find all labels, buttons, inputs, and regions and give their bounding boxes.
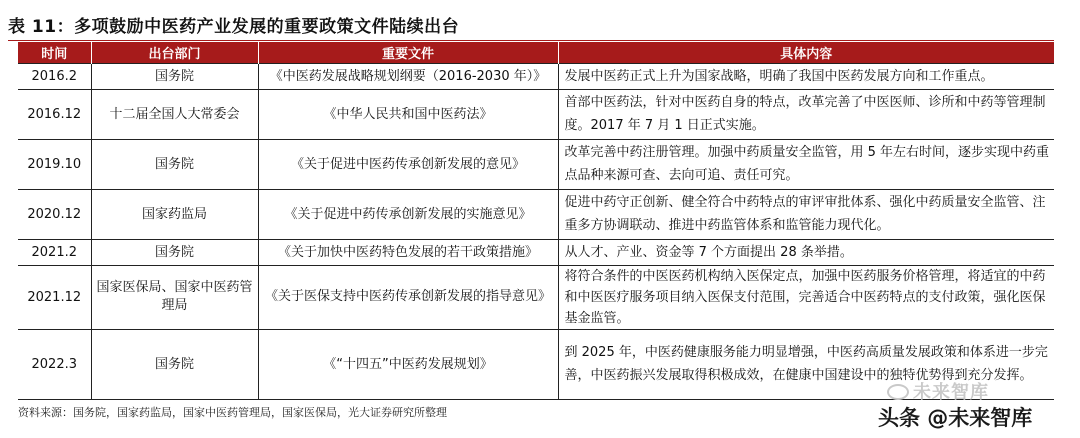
cell-time: 2016.12 [18, 89, 91, 139]
table-title: 表 11：多项鼓励中医药产业发展的重要政策文件陆续出台 [8, 17, 460, 37]
cell-dept: 国务院 [91, 63, 258, 89]
header-time: 时间 [18, 42, 91, 63]
cell-content: 促进中药守正创新、健全符合中药特点的审评审批体系、强化中药质量安全监管、注重多方协调联动、推进中药监管体系和监管能力现代化。 [558, 189, 1054, 239]
table-row [18, 63, 1054, 89]
header-dept: 出台部门 [91, 42, 258, 63]
cell-time: 2019.10 [18, 139, 91, 189]
cell-dept: 国务院 [91, 239, 258, 265]
table-header-row [18, 42, 1054, 63]
cell-content: 改革完善中药注册管理。加强中药质量安全监管，用 5 年左右时间，逐步实现中药重点品种来源可查、去向可追、责任可究。 [558, 139, 1054, 189]
cell-time: 2016.2 [18, 63, 91, 89]
cell-dept: 国家药监局 [91, 189, 258, 239]
header-content: 具体内容 [558, 42, 1054, 63]
cell-dept: 国务院 [91, 329, 258, 399]
toutiao-watermark: 头条 @未来智库 [878, 406, 1033, 430]
wechat-icon [887, 384, 909, 400]
table-row [18, 265, 1054, 329]
table-row [18, 89, 1054, 139]
cell-doc: 《关于促进中药传承创新发展的实施意见》 [258, 189, 558, 239]
cell-dept: 十二届全国人大常委会 [91, 89, 258, 139]
cell-doc: 《关于医保支持中医药传承创新发展的指导意见》 [258, 265, 558, 329]
cell-content: 首部中医药法，针对中医药自身的特点，改革完善了中医医师、诊所和中药等管理制度。2017 年 7 月 1 日正式实施。 [558, 89, 1054, 139]
cell-time: 2021.2 [18, 239, 91, 265]
cell-dept: 国务院 [91, 139, 258, 189]
cell-doc: 《中华人民共和国中医药法》 [258, 89, 558, 139]
header-doc: 重要文件 [258, 42, 558, 63]
title-rule [8, 40, 1054, 41]
cell-doc: 《关于促进中医药传承创新发展的意见》 [258, 139, 558, 189]
cell-doc: 《“十四五”中医药发展规划》 [258, 329, 558, 399]
cell-time: 2022.3 [18, 329, 91, 399]
table-row [18, 139, 1054, 189]
cell-dept: 国家医保局、国家中医药管理局 [91, 265, 258, 329]
cell-doc: 《中医药发展战略规划纲要（2016-2030 年）》 [258, 63, 558, 89]
cell-content: 发展中医药正式上升为国家战略，明确了我国中医药发展方向和工作重点。 [558, 63, 1054, 89]
source-note: 资料来源：国务院，国家药监局，国家中医药管理局，国家医保局，光大证券研究所整理 [18, 406, 447, 419]
table-row [18, 239, 1054, 265]
wechat-watermark-text: 未来智库 [913, 382, 989, 403]
table-row [18, 189, 1054, 239]
cell-time: 2021.12 [18, 265, 91, 329]
cell-content: 从人才、产业、资金等 7 个方面提出 28 条举措。 [558, 239, 1054, 265]
policy-table [18, 42, 1054, 400]
cell-content: 将符合条件的中医医药机构纳入医保定点，加强中医药服务价格管理，将适宜的中药和中医医疗服务项目纳入医保支付范围，完善适合中医药特点的支付政策，强化医保基金监管。 [558, 265, 1054, 329]
cell-content: 到 2025 年，中医药健康服务能力明显增强，中医药高质量发展政策和体系进一步完善，中医药振兴发展取得积极成效，在健康中国建设中的独特优势得到充分发挥。 [558, 329, 1054, 399]
wechat-watermark [887, 378, 989, 404]
cell-doc: 《关于加快中医药特色发展的若干政策措施》 [258, 239, 558, 265]
cell-time: 2020.12 [18, 189, 91, 239]
